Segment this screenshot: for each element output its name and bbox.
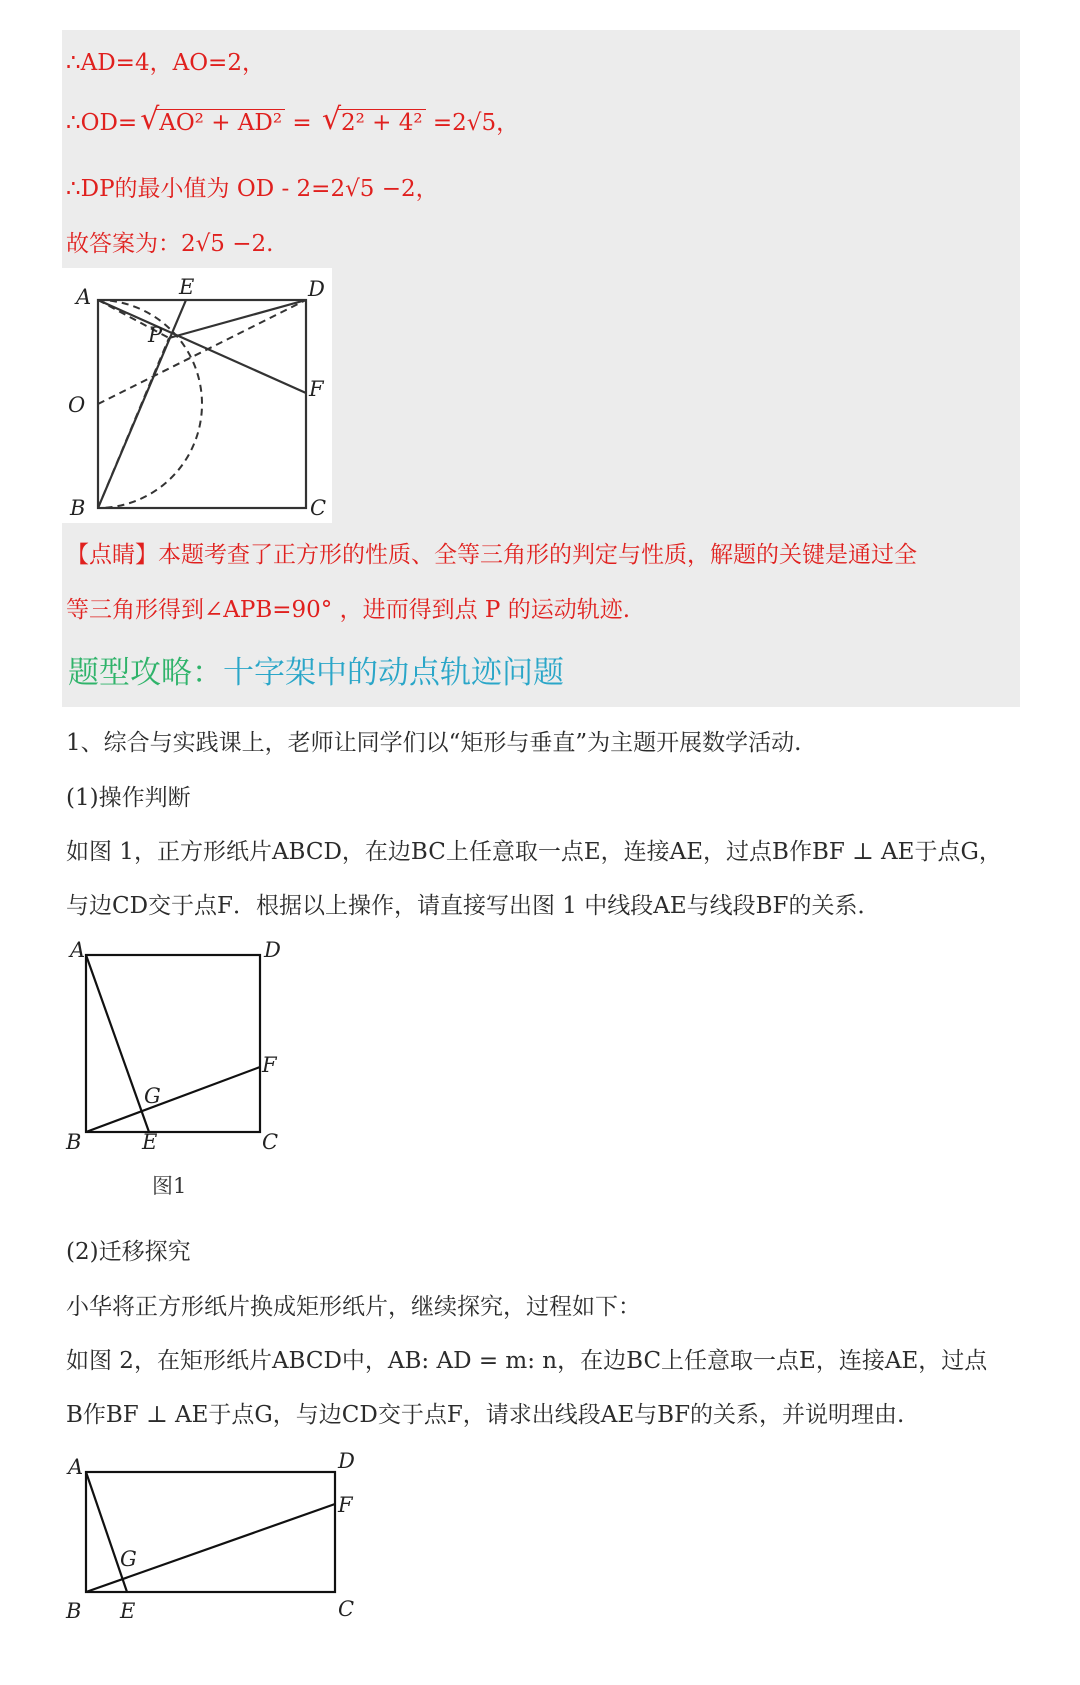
fig2-label-b: B	[66, 1599, 82, 1623]
fig2-label-f: F	[338, 1493, 353, 1517]
fig1-label-b: B	[66, 1130, 82, 1154]
solution-line-3: ∴DP的最小值为 OD - 2=2√5 −2，	[66, 176, 439, 202]
figure-1	[62, 935, 302, 1205]
part1-line-1: 如图 1，正方形纸片ABCD，在边BC上任意取一点E，连接AE，过点B作BF ⊥ AE于点G，	[66, 839, 1002, 865]
solution-line-2-equals: =	[285, 110, 319, 136]
fig1-label-g: G	[144, 1084, 161, 1108]
section-heading-label: 题型攻略：	[68, 655, 223, 691]
fig2-label-e: E	[120, 1599, 136, 1623]
fig2-label-a: A	[68, 1455, 84, 1479]
part2-title: (2)迁移探究	[66, 1239, 191, 1265]
solution-line-2-suffix: =2√5，	[425, 110, 520, 136]
sqrt-radicand-2: 2² + 4²	[338, 109, 426, 136]
fig1-label-c: C	[262, 1130, 279, 1154]
problem-intro: 1、综合与实践课上，老师让同学们以“矩形与垂直”为主题开展数学活动.	[66, 730, 802, 756]
fig2-label-g: G	[120, 1547, 137, 1571]
comment-line-2: 等三角形得到∠APB=90° ，进而得到点 P 的运动轨迹.	[66, 597, 631, 623]
solution-line-1: ∴AD=4，AO=2，	[66, 50, 265, 76]
fig2-label-c: C	[338, 1597, 355, 1621]
figure-2	[62, 1450, 372, 1640]
sqrt-symbol-2	[322, 109, 426, 136]
part2-line-3: B作BF ⊥ AE于点G，与边CD交于点F，请求出线段AE与BF的关系，并说明理由.	[66, 1402, 905, 1428]
fig-top-label-a: A	[76, 285, 92, 309]
sqrt-radicand-1: AO² + AD²	[156, 109, 285, 136]
fig-top-label-e: E	[179, 275, 195, 299]
part1-title: (1)操作判断	[66, 785, 191, 811]
solution-line-2-prefix: ∴OD=	[66, 110, 138, 136]
fig-top-label-o: O	[68, 393, 86, 417]
solution-line-2	[66, 104, 519, 137]
fig-top-label-d: D	[308, 277, 325, 301]
fig-top-label-f: F	[309, 377, 324, 401]
figure-1-caption: 图1	[152, 1174, 187, 1198]
fig-top-label-c: C	[310, 496, 327, 520]
part1-line-2: 与边CD交于点F．根据以上操作，请直接写出图 1 中线段AE与线段BF的关系．	[66, 893, 881, 919]
part2-line-1: 小华将正方形纸片换成矩形纸片，继续探究，过程如下：	[66, 1294, 641, 1320]
fig1-label-e: E	[142, 1130, 158, 1154]
comment-line-1: 【点睛】本题考查了正方形的性质、全等三角形的判定与性质，解题的关键是通过全	[66, 542, 917, 568]
section-heading	[68, 647, 564, 692]
fig1-label-d: D	[264, 938, 281, 962]
fig-top-label-p: P	[148, 323, 163, 347]
part2-line-2: 如图 2，在矩形纸片ABCD中，AB: AD = m: n，在边BC上任意取一点E，连接AE，过点	[66, 1348, 988, 1374]
sqrt-symbol-1	[140, 109, 285, 136]
section-heading-topic: 十字架中的动点轨迹问题	[223, 655, 564, 691]
fig1-label-f: F	[262, 1053, 277, 1077]
figure-square-arc	[62, 268, 332, 523]
fig-top-label-b: B	[70, 496, 86, 520]
solution-line-4: 故答案为：2√5 −2.	[66, 231, 274, 257]
fig1-label-a: A	[70, 938, 86, 962]
fig2-label-d: D	[338, 1450, 355, 1473]
